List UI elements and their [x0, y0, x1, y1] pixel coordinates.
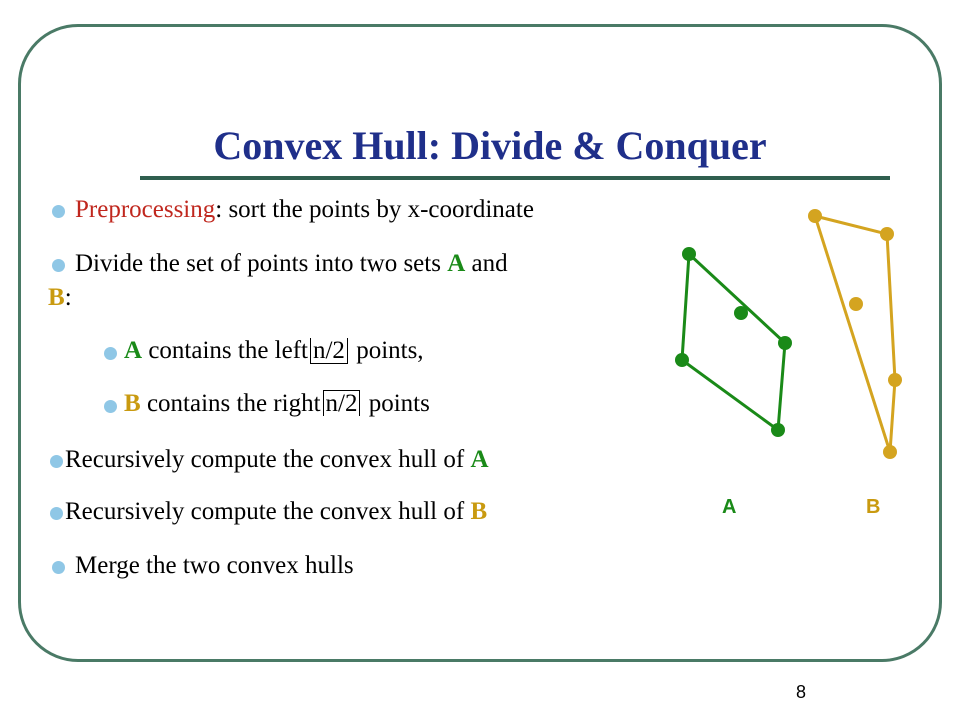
floor-n-over-2: n/2: [310, 338, 348, 364]
point-a: [682, 247, 696, 261]
a-contains-text: contains the left: [142, 337, 308, 364]
point-b: [849, 297, 863, 311]
merge-text: Merge the two convex hulls: [75, 552, 354, 579]
recursive-b-text: Recursively compute the convex hull of: [65, 498, 471, 525]
bullet-b-contains: [124, 390, 430, 418]
b-contains-points: points: [362, 390, 430, 417]
point-b: [888, 373, 902, 387]
set-a-label: A: [447, 250, 466, 277]
b-contains-text: contains the right: [140, 390, 321, 417]
set-a-label: A: [124, 337, 143, 364]
point-b: [808, 209, 822, 223]
page-number: 8: [796, 682, 807, 702]
sub-bullet-dot: [104, 400, 117, 413]
set-b-label: B: [48, 284, 65, 311]
bullet-divide-cont: [48, 284, 72, 312]
preprocessing-label: Preprocessing: [75, 196, 216, 223]
bullet-dot: [52, 259, 65, 272]
bullet-dot: [50, 455, 63, 468]
point-a: [675, 353, 689, 367]
slide-title: Convex Hull: Divide & Conquer: [213, 123, 767, 168]
a-contains-points: points,: [349, 337, 424, 364]
point-a: [771, 423, 785, 437]
hull-b: [808, 209, 902, 459]
set-b-label: B: [470, 498, 488, 525]
point-b: [880, 227, 894, 241]
title-underline: [140, 176, 890, 180]
recursive-a-text: Recursively compute the convex hull of: [65, 446, 471, 473]
convex-hull-diagram: [660, 200, 940, 530]
bullet-preprocessing: [75, 196, 534, 224]
hull-a-polygon: [682, 254, 785, 430]
point-a: [778, 336, 792, 350]
ceil-n-over-2: n/2: [323, 390, 361, 416]
preprocessing-text: : sort the points by x-coordinate: [215, 196, 534, 223]
hull-a: [675, 247, 792, 437]
divide-text: Divide the set of points into two sets: [75, 250, 448, 277]
divide-colon: :: [64, 284, 72, 311]
point-a: [734, 306, 748, 320]
diagram-label-b: B: [866, 496, 881, 518]
bullet-merge: [75, 552, 354, 580]
bullet-dot: [52, 561, 65, 574]
sub-bullet-dot: [104, 347, 117, 360]
bullet-divide: [75, 250, 508, 278]
divide-text-and: and: [465, 250, 508, 277]
point-b: [883, 445, 897, 459]
set-a-label: A: [470, 446, 489, 473]
bullet-a-contains: [124, 337, 424, 365]
bullet-recursive-a: [65, 446, 489, 474]
set-b-label: B: [124, 390, 141, 417]
bullet-dot: [52, 205, 65, 218]
diagram-label-a: A: [722, 496, 737, 518]
bullet-recursive-b: [65, 498, 487, 526]
bullet-dot: [50, 507, 63, 520]
hull-b-polygon: [815, 216, 895, 452]
